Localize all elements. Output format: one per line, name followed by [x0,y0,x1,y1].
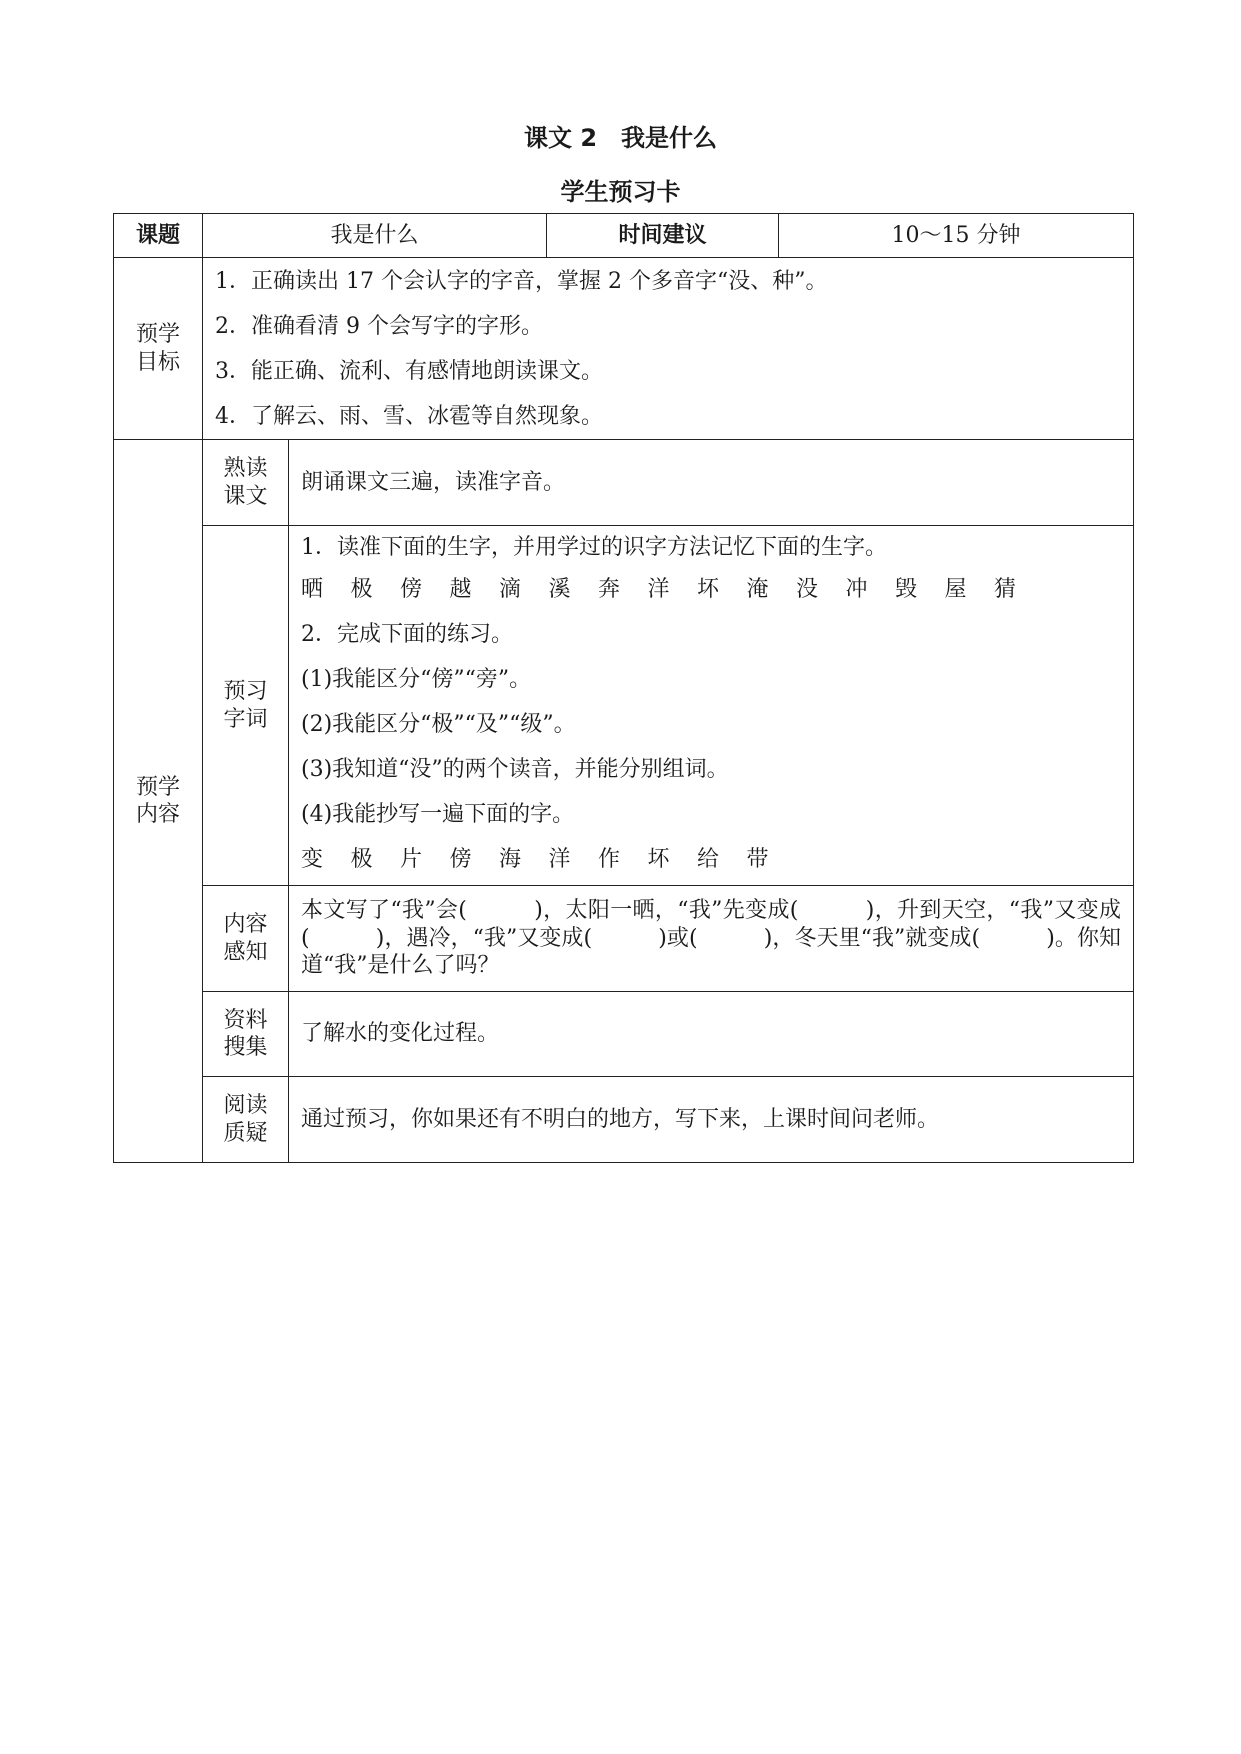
goals-label-line1: 预学 [135,322,180,347]
words-line-3: (1)我能区分“傍”“旁”。 [301,667,532,692]
char-item: 洋 [548,847,571,872]
char-item: 溪 [548,577,571,602]
perceive-label-line2: 感知 [223,939,268,965]
read-text: 朗诵课文三遍，读准字音。 [289,440,1134,526]
words-line-1: 1．读准下面的生字，并用学过的识字方法记忆下面的生字。 [301,535,887,560]
goal-item: 1．正确读出 17 个会认字的字音，掌握 2 个多音字“没、种”。 [215,268,828,294]
time-label: 时间建议 [547,214,779,258]
char-item: 傍 [400,577,423,602]
words-label [203,526,289,886]
goal-item: 3．能正确、流利、有感情地朗读课文。 [215,358,603,384]
char-item: 变 [301,847,324,872]
char-item: 坏 [647,847,670,872]
perceive-row [114,886,1134,992]
topic-label: 课题 [114,214,203,258]
read-label-line1: 熟读 [223,456,268,481]
goals-label [114,258,203,440]
words-line-4: (2)我能区分“极”“及”“级”。 [301,712,576,737]
words-content [289,526,1134,886]
char-item: 没 [796,577,819,602]
words-line-5: (3)我知道“没”的两个读音，并能分别组词。 [301,757,729,782]
words-label-line2: 字词 [223,706,268,732]
collect-label-line2: 搜集 [223,1035,268,1060]
read-label-line2: 课文 [223,483,268,509]
char-item: 带 [746,847,769,872]
words-row [114,526,1134,886]
perceive-label [203,886,289,992]
char-item: 片 [400,847,423,872]
time-value: 10～15 分钟 [779,214,1134,258]
chars-row-1 [301,567,1133,612]
char-item: 越 [449,577,472,602]
words-line-6: (4)我能抄写一遍下面的字。 [301,802,575,827]
char-item: 傍 [449,847,472,872]
collect-row [114,992,1134,1077]
char-item: 坏 [697,577,720,602]
goal-item: 2．准确看清 9 个会写字的字形。 [215,313,543,339]
read-label [203,440,289,526]
topic-value: 我是什么 [203,214,547,258]
collect-label [203,992,289,1077]
question-label-line2: 质疑 [223,1120,268,1146]
goals-list [203,258,1134,440]
char-item: 极 [350,847,373,872]
char-item: 极 [350,577,373,602]
question-label [203,1077,289,1163]
char-item: 猜 [994,577,1017,602]
page-subtitle: 学生预习卡 [560,178,681,206]
char-item: 滴 [499,577,522,602]
collect-label-line1: 资料 [223,1007,268,1033]
char-item: 屋 [944,577,967,602]
question-label-line1: 阅读 [223,1093,268,1118]
char-item: 奔 [598,577,621,602]
preview-card-table [113,213,1134,1163]
words-line-2: 2．完成下面的练习。 [301,622,513,647]
content-label [114,440,203,1163]
char-item: 冲 [845,577,868,602]
goals-label-line2: 目标 [135,349,180,375]
question-text: 通过预习，你如果还有不明白的地方，写下来，上课时间问老师。 [289,1077,1134,1163]
question-row [114,1077,1134,1163]
char-item: 洋 [647,577,670,602]
content-label-line1: 预学 [135,774,180,800]
page-title: 课文 2 我是什么 [523,124,718,152]
char-item: 给 [697,847,720,872]
words-label-line1: 预习 [223,679,268,704]
chars-row-2 [301,837,1133,882]
char-item: 海 [499,847,522,872]
char-item: 作 [598,847,621,872]
collect-text: 了解水的变化过程。 [289,992,1134,1077]
read-row [114,440,1134,526]
topic-row [114,214,1134,258]
goals-row [114,258,1134,440]
char-item: 淹 [746,577,769,602]
perceive-text: 本文写了“我”会( )，太阳一晒，“我”先变成( )，升到天空，“我”又变成( )，遇冷，“我”又变成( )或( )，冬天里“我”就变成( )。你知道“我”是什么了吗？ [289,886,1134,992]
perceive-label-line1: 内容 [223,912,268,937]
char-item: 毁 [895,577,918,602]
goal-item: 4．了解云、雨、雪、冰雹等自然现象。 [215,403,603,429]
char-item: 晒 [301,577,324,602]
content-label-line2: 内容 [135,802,180,827]
